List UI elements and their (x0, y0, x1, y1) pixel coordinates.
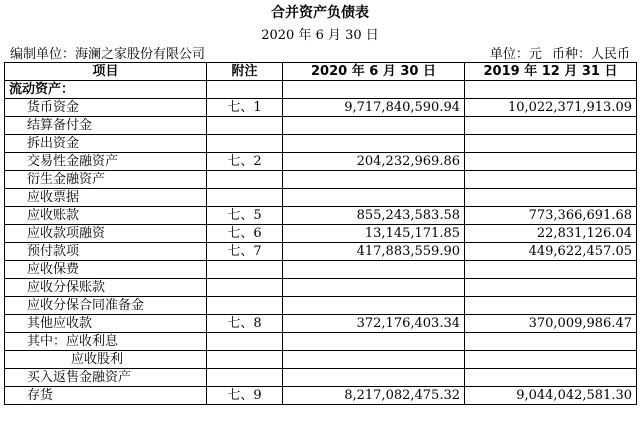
row-note (207, 81, 283, 99)
unit-currency (484, 43, 630, 62)
row-prior-value: 9,044,042,581.30 (465, 387, 637, 405)
row-current-value: 372,176,403.34 (283, 315, 465, 333)
page-title: 合并资产负债表 (271, 5, 369, 21)
row-current-value (283, 333, 465, 351)
row-note: 七、9 (207, 387, 283, 405)
table-row (5, 135, 637, 153)
row-item-label: 其他应收款 (5, 315, 207, 333)
row-item-label: 存货 (5, 387, 207, 405)
row-prior-value: 22,831,126.04 (465, 225, 637, 243)
row-current-value (283, 261, 465, 279)
row-current-value: 8,217,082,475.32 (283, 387, 465, 405)
header-prior: 2019 年 12 月 31 日 (465, 63, 637, 81)
row-current-value (283, 369, 465, 387)
table-row (5, 351, 637, 369)
header-note: 附注 (207, 63, 283, 81)
row-prior-value (465, 171, 637, 189)
table-row (5, 279, 637, 297)
row-item-label: 应收分保合同准备金 (5, 297, 207, 315)
row-note (207, 117, 283, 135)
header-item: 项目 (5, 63, 207, 81)
row-item-label: 流动资产： (5, 81, 207, 99)
row-prior-value (465, 297, 637, 315)
row-prior-value: 10,022,371,913.09 (465, 99, 637, 117)
row-note (207, 171, 283, 189)
row-item-label: 应收票据 (5, 189, 207, 207)
table-row (5, 117, 637, 135)
table-row (5, 207, 637, 225)
row-note (207, 351, 283, 369)
table-row (5, 387, 637, 405)
row-item-label: 应收账款 (5, 207, 207, 225)
row-current-value (283, 135, 465, 153)
currency-label: 币种：人民币 (551, 47, 630, 62)
row-note: 七、1 (207, 99, 283, 117)
row-item-label: 预付款项 (5, 243, 207, 261)
table-row (5, 333, 637, 351)
row-item-label: 买入返售金融资产 (5, 369, 207, 387)
row-current-value (283, 117, 465, 135)
row-prior-value (465, 333, 637, 351)
table-row (5, 297, 637, 315)
row-prior-value (465, 369, 637, 387)
report-meta (10, 43, 630, 62)
row-item-label: 应收分保账款 (5, 279, 207, 297)
balance-sheet-table (4, 62, 637, 405)
row-current-value: 855,243,583.58 (283, 207, 465, 225)
row-note: 七、2 (207, 153, 283, 171)
row-note (207, 297, 283, 315)
row-prior-value (465, 261, 637, 279)
table-body (5, 81, 637, 405)
row-note (207, 369, 283, 387)
row-current-value (283, 189, 465, 207)
row-item-label: 交易性金融资产 (5, 153, 207, 171)
row-current-value: 9,717,840,590.94 (283, 99, 465, 117)
row-item-label: 应收款项融资 (5, 225, 207, 243)
row-note (207, 189, 283, 207)
table-row (5, 261, 637, 279)
row-note: 七、8 (207, 315, 283, 333)
row-note (207, 279, 283, 297)
row-prior-value (465, 153, 637, 171)
row-prior-value (465, 351, 637, 369)
report-date: 2020 年 6 月 30 日 (261, 28, 379, 43)
row-current-value (283, 81, 465, 99)
row-prior-value (465, 117, 637, 135)
table-row (5, 189, 637, 207)
row-current-value (283, 279, 465, 297)
row-current-value (283, 351, 465, 369)
row-current-value (283, 297, 465, 315)
table-row (5, 99, 637, 117)
row-item-label: 结算备付金 (5, 117, 207, 135)
table-row (5, 171, 637, 189)
row-current-value: 417,883,559.90 (283, 243, 465, 261)
row-current-value: 13,145,171.85 (283, 225, 465, 243)
compiler-label: 编制单位：海澜之家股份有限公司 (10, 47, 206, 62)
row-note (207, 135, 283, 153)
table-row (5, 243, 637, 261)
table-row (5, 369, 637, 387)
table-row (5, 81, 637, 99)
row-item-label: 衍生金融资产 (5, 171, 207, 189)
row-prior-value (465, 81, 637, 99)
row-current-value (283, 171, 465, 189)
row-note: 七、7 (207, 243, 283, 261)
header-current: 2020 年 6 月 30 日 (283, 63, 465, 81)
row-note: 七、6 (207, 225, 283, 243)
row-prior-value: 449,622,457.05 (465, 243, 637, 261)
row-note (207, 261, 283, 279)
table-row (5, 225, 637, 243)
row-prior-value: 370,009,986.47 (465, 315, 637, 333)
unit-label: 单位：元 (489, 47, 542, 62)
table-header-row (5, 63, 637, 81)
row-item-label: 应收保费 (5, 261, 207, 279)
row-prior-value: 773,366,691.68 (465, 207, 637, 225)
row-item-label: 其中：应收利息 (5, 333, 207, 351)
table-row (5, 315, 637, 333)
row-current-value: 204,232,969.86 (283, 153, 465, 171)
row-prior-value (465, 189, 637, 207)
row-prior-value (465, 135, 637, 153)
row-note: 七、5 (207, 207, 283, 225)
row-item-label: 应收股利 (5, 351, 207, 369)
row-prior-value (465, 279, 637, 297)
row-item-label: 拆出资金 (5, 135, 207, 153)
table-row (5, 153, 637, 171)
row-item-label: 货币资金 (5, 99, 207, 117)
row-note (207, 333, 283, 351)
